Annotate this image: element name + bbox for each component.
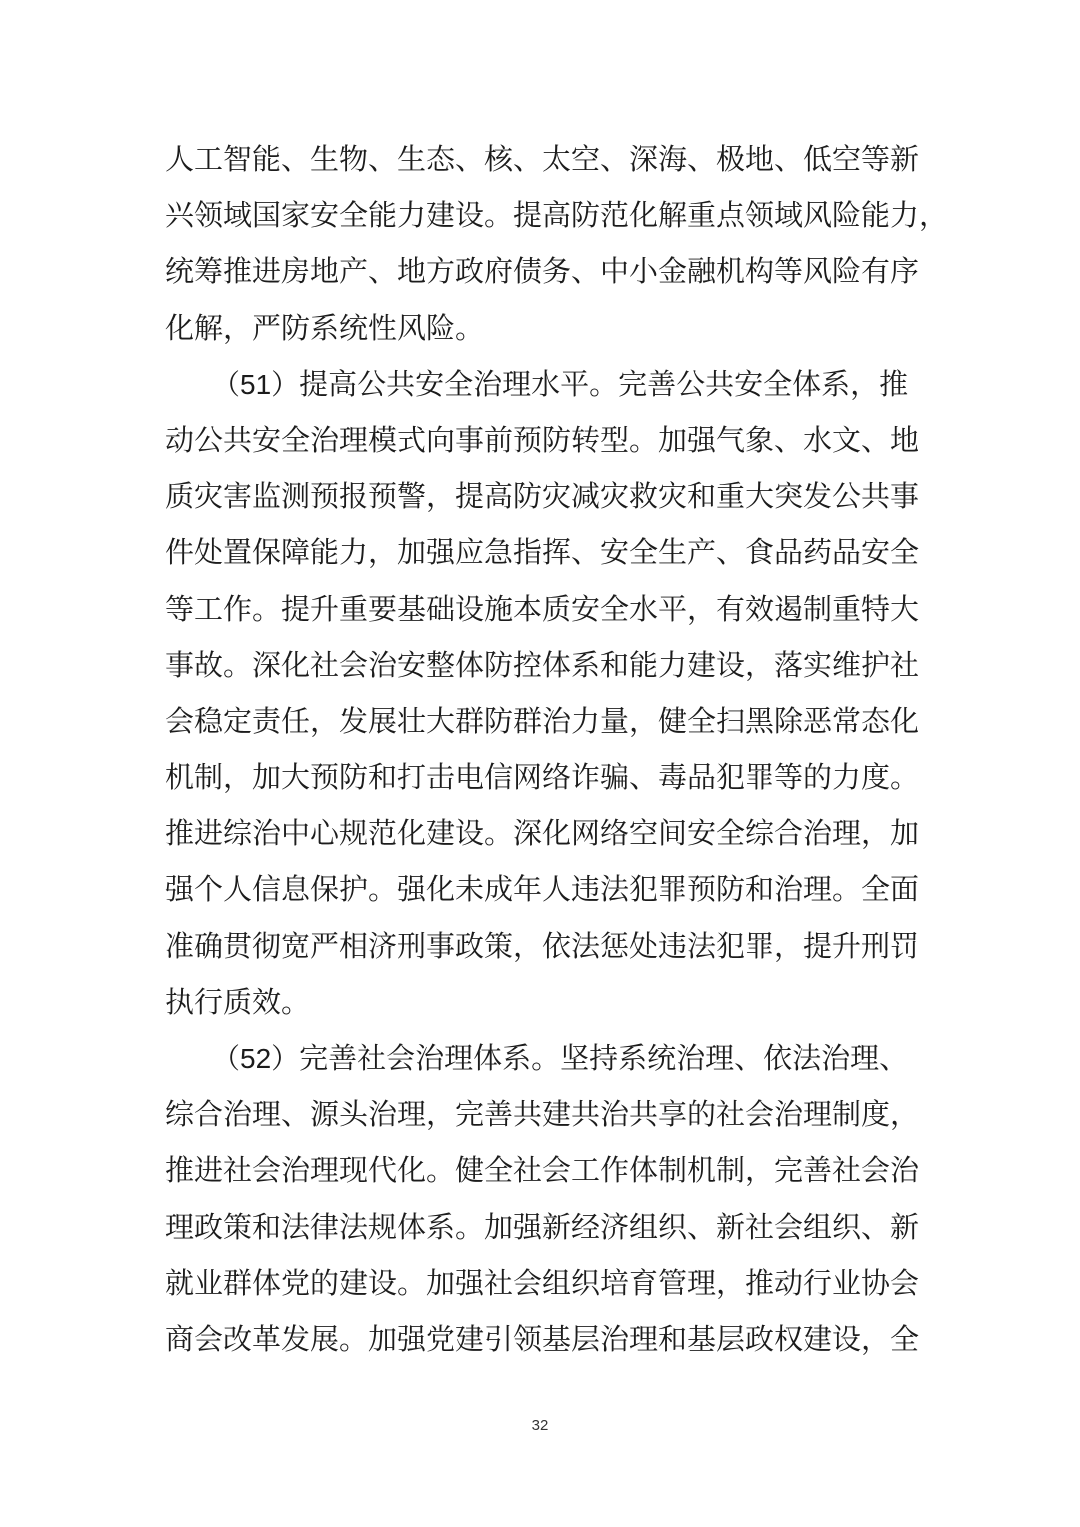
text-line: 机制，加大预防和打击电信网络诈骗、毒品犯罪等的力度。: [165, 760, 920, 795]
page-number: 32: [531, 1417, 549, 1434]
paragraph-number: （51）: [212, 368, 300, 400]
text-line: 准确贯彻宽严相济刑事政策，依法惩处违法犯罪，提升刑罚: [165, 928, 920, 963]
text-line: 人工智能、生物、生态、核、太空、深海、极地、低空等新: [165, 142, 920, 176]
paragraph-continued: [165, 131, 949, 356]
paragraph-heading-text: 完善社会治理体系。坚持系统治理、依法治理、: [299, 1041, 909, 1075]
text-line: 动公共安全治理模式向事前预防转型。加强气象、水文、地: [165, 422, 920, 457]
text-line: 等工作。提升重要基础设施本质安全水平，有效遏制重特大: [165, 591, 920, 626]
paragraph-52: [165, 1030, 925, 1367]
text-line: 综合治理、源头治理，完善共建共治共享的社会治理制度，: [165, 1097, 920, 1132]
text-line: 执行质效。: [165, 984, 311, 1019]
text-line: 件处置保障能力，加强应急指挥、安全生产、食品药品安全: [165, 535, 920, 570]
text-line: 理政策和法律法规体系。加强新经济组织、新社会组织、新: [165, 1209, 920, 1244]
paragraph-heading-text: 提高公共安全治理水平。完善公共安全体系，推: [299, 366, 909, 401]
text-line: 推进综治中心规范化建设。深化网络空间安全综合治理，加: [165, 816, 920, 851]
text-line: 强个人信息保护。强化未成年人违法犯罪预防和治理。全面: [165, 872, 920, 907]
text-line: 事故。深化社会治安整体防控体系和能力建设，落实维护社: [165, 647, 920, 682]
text-line: 化解，严防系统性风险。: [165, 310, 485, 345]
text-line: 质灾害监测预报预警，提高防灾减灾救灾和重大突发公共事: [165, 479, 920, 514]
body-text: [165, 131, 949, 1367]
text-line: 会稳定责任，发展壮大群防群治力量，健全扫黑除恶常态化: [165, 703, 920, 738]
text-line: 就业群体党的建设。加强社会组织培育管理，推动行业协会: [165, 1265, 920, 1300]
paragraph-number: （52）: [212, 1043, 300, 1074]
text-line-first: [165, 356, 925, 412]
text-line: 推进社会治理现代化。健全社会工作体制机制，完善社会治: [165, 1153, 920, 1188]
text-line: 统筹推进房地产、地方政府债务、中小金融机构等风险有序: [165, 254, 920, 289]
text-line-first: [165, 1030, 925, 1086]
paragraph-51: [165, 356, 925, 1030]
text-line: 商会改革发展。加强党建引领基层治理和基层政权建设，全: [165, 1321, 920, 1356]
text-line: 兴领域国家安全能力建设。提高防范化解重点领域风险能力，: [165, 198, 949, 233]
